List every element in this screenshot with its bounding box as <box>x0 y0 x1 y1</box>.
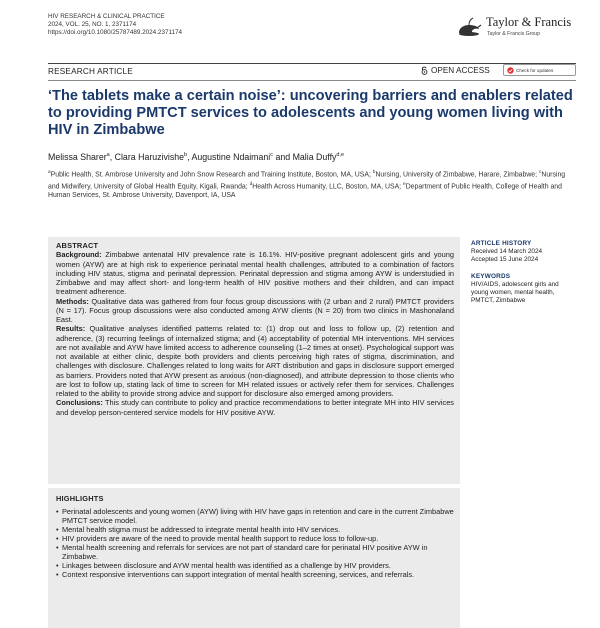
abstract-heading: ABSTRACT <box>56 241 99 250</box>
publisher-name: Taylor & Francis <box>486 15 572 29</box>
abstract-label: Background: <box>56 250 102 260</box>
journal-name: HIV RESEARCH & CLINICAL PRACTICE <box>48 13 165 20</box>
accepted-date: Accepted 15 June 2024 <box>471 256 539 264</box>
highlight-item: • Linkages between disclosure and AYW mental health was identified as a challenge by HIV providers. <box>56 561 456 570</box>
affiliation-sup: b <box>372 170 376 175</box>
affiliation-sup: e <box>403 181 406 187</box>
abstract-box <box>48 237 460 484</box>
author-sup[interactable]: d,e <box>336 152 345 159</box>
keywords-text: HIV/AIDS, adolescent girls and young women, mental health, PMTCT, Zimbabwe <box>471 280 559 305</box>
author-list: Melissa Sharer$^a$, Clara Haruzivishe$^b$, Augustine Ndaimani$^c$ and Malia Duffy$^{d,e}$ <box>48 152 345 162</box>
open-lock-icon <box>421 66 428 75</box>
section-label: RESEARCH ARTICLE <box>48 67 133 76</box>
abstract-text: This study can contribute to policy and practice recommendations to better integrate MH into HIV services and develop person-centered service models for HIV positive AYW. <box>56 398 454 417</box>
affiliation-sup: d <box>249 181 253 187</box>
publisher-subname: Taylor & Francis Group <box>487 31 541 37</box>
author-sup[interactable]: b <box>184 152 188 159</box>
article-history-heading: ARTICLE HISTORY <box>471 240 532 247</box>
author-name: Clara Haruzivishe <box>114 152 185 162</box>
author-name: Malia Duffy <box>292 152 337 162</box>
highlight-item: • Mental health screening and referrals for services are not part of standard care for perinatal HIV positive AYW in Zimbabwe. <box>56 543 456 561</box>
article-sidebar <box>471 240 577 305</box>
author-sup[interactable]: a <box>106 152 110 159</box>
abstract-text: Qualitative analyses identified patterns related to: (1) drop out and loss to follow up, (2) retention and adherence, (3) recurring feelings of internalized stigma; and (4) acceptability of potential MH interventions. MH services are not available and AYW have limited access to adherence counseling (1–2 times at onset). Psychological support was not available at either clinic, despite both providers and clients perceiving high rates of stigma, discrimination, and challenges with disclosure. Challenges related to long waits for ART distribution and gaps in disclosure support emerged as barriers. Providers noted that AYW present as anxious (non-diagnosed), and attribute depression to those clients who are lost to follow up, stating lack of time to screen for MH related issues or actively refer them for services. Challenges related to the ability to provide strong advice and support for disclosure also emerged among providers. <box>56 324 454 398</box>
open-access-badge <box>421 66 490 75</box>
affiliation-text: Public Health, St. Ambrose University and John Snow Research and Training Institute, Boston, MA, USA; <box>50 171 373 179</box>
abstract-conclusions <box>56 398 454 417</box>
author-sup[interactable]: c <box>270 152 273 159</box>
highlights-box <box>48 488 460 628</box>
open-access-label: OPEN ACCESS <box>431 66 490 75</box>
highlight-item: • Mental health stigma must be addressed to integrate mental health into HIV services. <box>56 525 456 534</box>
doi-link[interactable]: https://doi.org/10.1080/25787489.2024.2371174 <box>48 29 182 37</box>
volume-line: 2024, VOL. 25, NO. 1, 2371174 <box>48 21 137 29</box>
affiliation-text: Nursing and Midwifery, University of Global Health Equity, Kigali, Rwanda; <box>48 171 566 190</box>
article-title: ‘The tablets make a certain noise’: uncovering barriers and enablers related to providing PMTCT services to adolescents and young women living with HIV in Zimbabwe <box>48 88 573 138</box>
highlight-item: • Perinatal adolescents and young women (AYW) living with HIV have gaps in retention and care in the current Zimbabwe PMTCT service model. <box>56 507 456 525</box>
abstract-text: Qualitative data was gathered from four focus group discussions with (2 urban and 2 rural) PMTCT providers (N = 17). Focus group discussions were also conducted among AYW clients (N = 20) from two clinics in Mashonaland East. <box>56 296 454 324</box>
highlight-item: • Context responsive interventions can support integration of mental health screening, services, and referrals. <box>56 570 456 579</box>
publisher-logo <box>456 14 576 44</box>
affiliations <box>48 168 576 200</box>
received-date: Received 14 March 2024 <box>471 248 543 256</box>
keywords-heading: KEYWORDS <box>471 272 511 280</box>
section-rule <box>48 80 576 81</box>
abstract-label: Conclusions: <box>56 398 103 408</box>
affiliation-text: Department of Public Health, College of Health and Human Services, St. Ambrose University, Davenport, IA, USA <box>48 182 562 200</box>
highlights-list <box>56 507 456 579</box>
abstract-content <box>56 241 454 417</box>
highlight-item: • HIV providers are aware of the need to provide mental health support to reduce loss to follow-up. <box>56 534 456 543</box>
header-rule <box>48 63 576 64</box>
abstract-label: Methods: <box>56 296 89 306</box>
affiliation-text: Health Across Humanity, LLC, Boston, MA, USA; <box>252 182 404 190</box>
check-for-updates-button[interactable] <box>503 64 576 76</box>
affiliation-text: Nursing, University of Zimbabwe, Harare, Zimbabwe; <box>375 171 539 179</box>
affiliation-sup: c <box>538 170 542 175</box>
abstract-label: Results: <box>56 324 86 334</box>
journal-info <box>48 13 182 38</box>
crossmark-icon <box>507 67 514 74</box>
publisher-lamp-icon <box>456 16 482 40</box>
check-for-updates-label: Check for updates <box>516 67 554 73</box>
highlights-heading: HIGHLIGHTS <box>56 494 104 503</box>
author-name: Melissa Sharer <box>48 152 107 162</box>
abstract-text: Zimbabwe antenatal HIV prevalence rate is 16.1%. HIV-positive pregnant adolescent girls and young women (AYW) are at high risk to experience perinatal mental health challenges, attributed to a combination of factors including HIV status, stigma and perinatal depression. Perinatal depression and stigma among AYW is understudied in Zimbabwe and may affect short- and long-term health of HIV positive mothers and their children, and can impact treatment adherence. <box>56 250 454 297</box>
abstract-background <box>56 250 454 296</box>
abstract-methods <box>56 297 454 325</box>
abstract-results <box>56 324 454 398</box>
author-name: Augustine Ndaimani <box>191 152 271 162</box>
affiliation-sup: a <box>48 170 51 175</box>
